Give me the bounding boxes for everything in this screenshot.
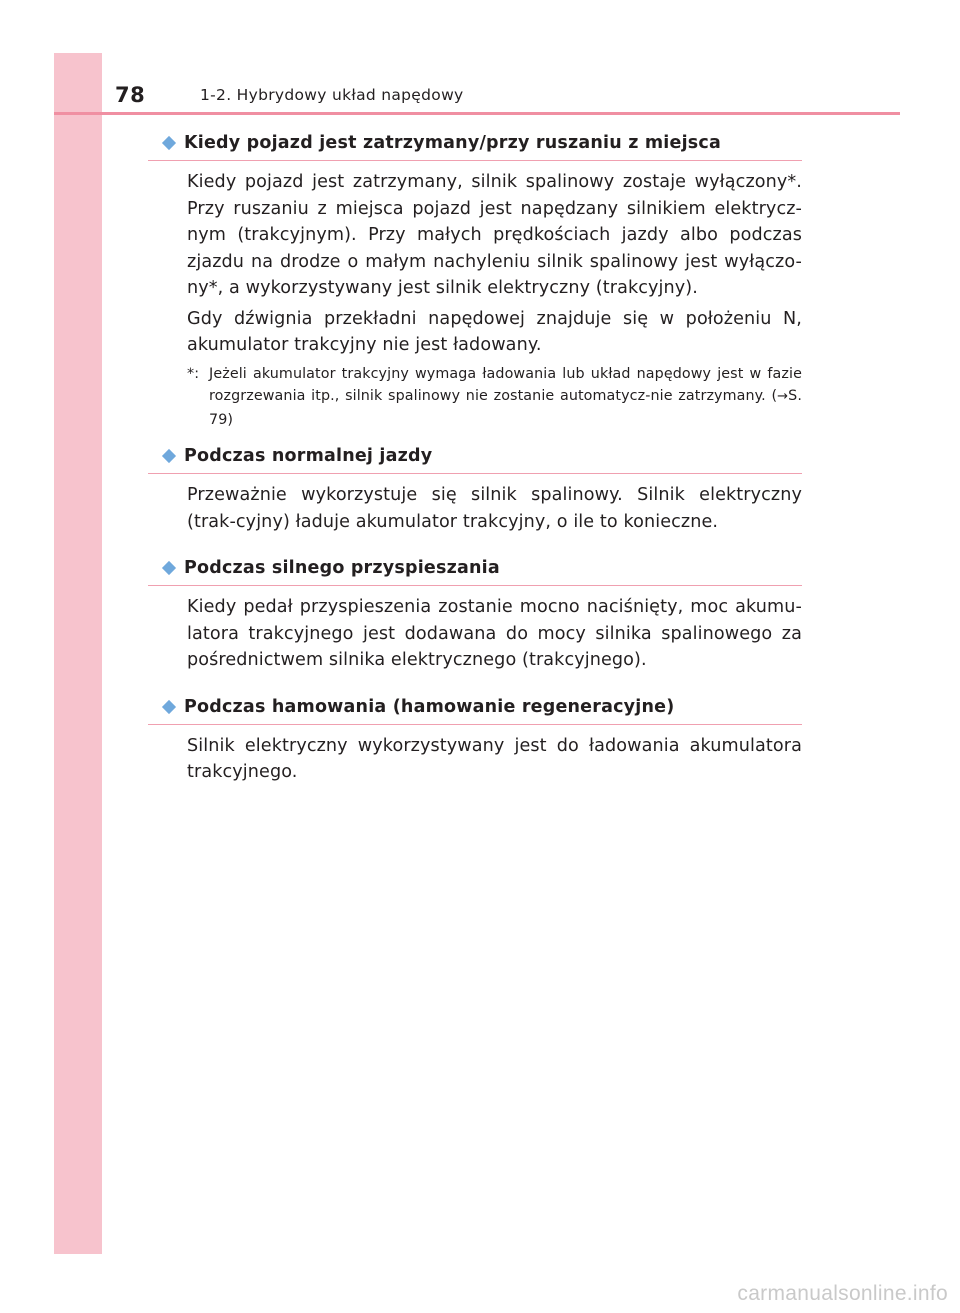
section-rule <box>148 724 802 725</box>
watermark: carmanualsonline.info <box>737 1282 948 1305</box>
section-heading-normal-driving <box>160 439 802 473</box>
paragraph: Silnik elektryczny wykorzystywany jest do ładowania akumulatora trakcyjnego. <box>187 735 802 782</box>
arrow-right-icon: → <box>777 389 789 404</box>
section-heading-text: Podczas silnego przyspieszania <box>184 558 500 578</box>
footnote <box>187 363 802 432</box>
diamond-bullet-icon <box>162 449 176 463</box>
side-strip <box>54 53 102 1254</box>
section-heading-text: Kiedy pojazd jest zatrzymany/przy ruszaniu z miejsca <box>184 133 721 153</box>
header-rule <box>54 112 900 115</box>
section-heading-acceleration <box>160 551 802 585</box>
page-number: 78 <box>115 83 146 107</box>
page-reference: S. 79) <box>209 388 802 428</box>
diamond-bullet-icon <box>162 699 176 713</box>
section-heading-stopped <box>160 126 802 160</box>
paragraph: Przeważnie wykorzystuje się silnik spalinowy. Silnik elektryczny (trak-cyjny) ładuje akumulator trakcyjny, o ile to konieczne. <box>187 485 802 532</box>
diamond-bullet-icon <box>162 136 176 150</box>
section-heading-braking <box>160 690 802 724</box>
section-rule <box>148 473 802 474</box>
section-heading-text: Podczas hamowania (hamowanie regeneracyjne) <box>184 696 675 717</box>
chapter-title: 1-2. Hybrydowy układ napędowy <box>200 86 464 104</box>
footnote-mark: *: <box>187 365 200 382</box>
paragraph: Gdy dźwignia przekładni napędowej znajduje się w położeniu N, akumulator trakcyjny nie jest ładowany. <box>187 308 802 355</box>
paragraph: Kiedy pedał przyspieszenia zostanie mocno naciśnięty, moc akumu-latora trakcyjnego jest dodawana do mocy silnika spalinowego za pośrednictwem silnika elektrycznego (trakcyjnego). <box>187 597 802 670</box>
footnote-text <box>209 363 802 432</box>
diamond-bullet-icon <box>162 561 176 575</box>
paragraph: Kiedy pojazd jest zatrzymany, silnik spalinowy zostaje wyłączony*. Przy ruszaniu z miejsca pojazd jest napędzany silnikiem elektrycz-nym (trakcyjnym). Przy małych prędkościach jazdy albo podczas zjazdu na drodze o małym nachyleniu silnik spalinowy jest wyłączo-ny*, a wykorzystywany jest silnik elektryczny (trakcyjny). <box>187 172 802 298</box>
section-rule <box>148 585 802 586</box>
section-rule <box>148 160 802 161</box>
section-heading-text: Podczas normalnej jazdy <box>184 446 433 466</box>
content <box>160 126 802 790</box>
footnote-body: Jeżeli akumulator trakcyjny wymaga ładowania lub układ napędowy jest w fazie rozgrzewania itp., silnik spalinowy nie zostanie automatycz-nie zatrzymany. ( <box>209 365 802 404</box>
page-header <box>54 53 900 115</box>
